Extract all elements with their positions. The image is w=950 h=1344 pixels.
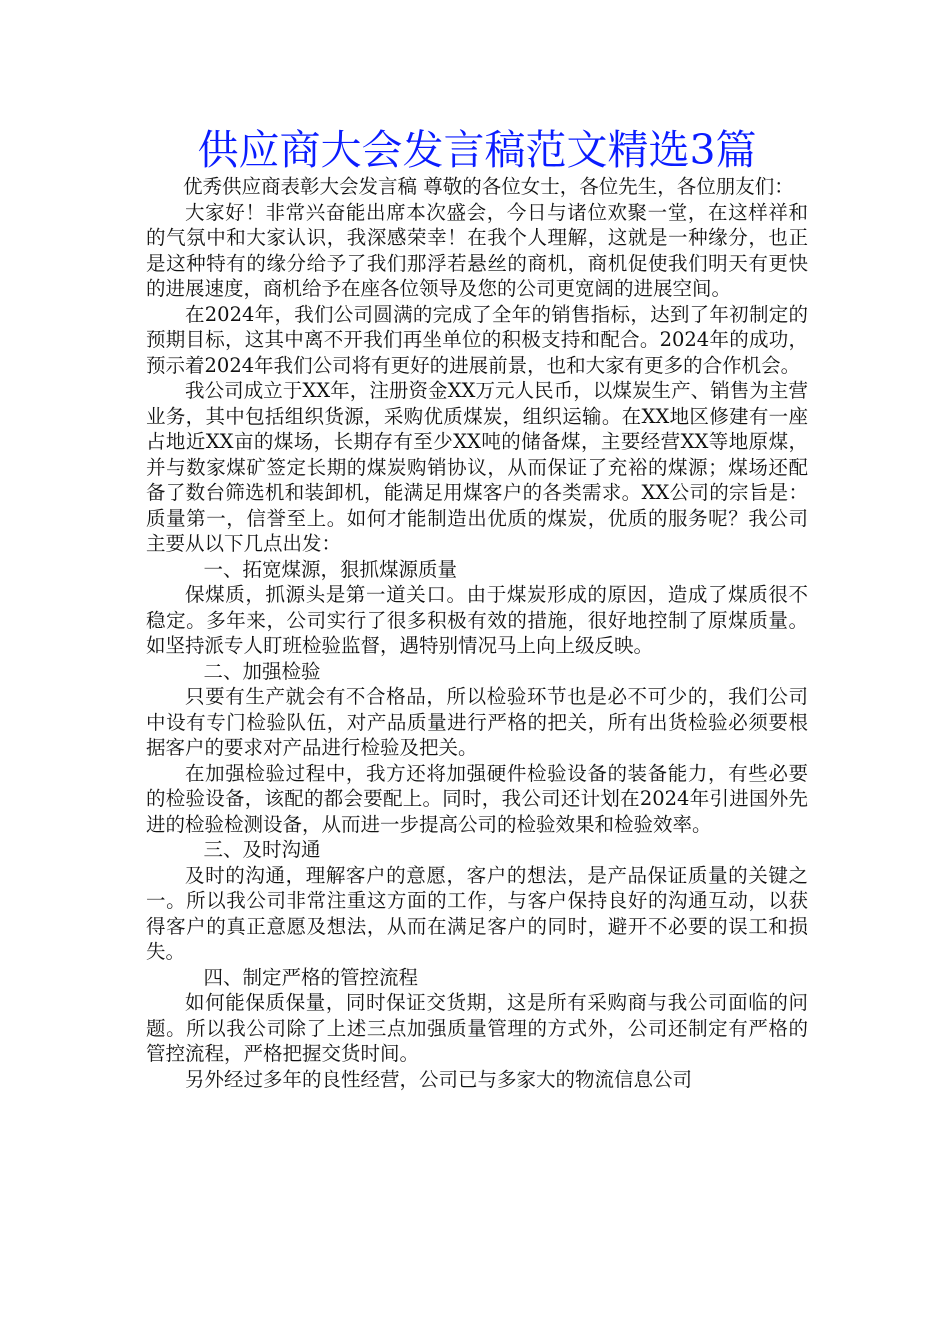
section-paragraph: 及时的沟通，理解客户的意愿，客户的想法，是产品保证质量的关键之一。所以我公司非常注重这方面的工作，与客户保持良好的沟通互动，以获得客户的真正意愿及想法，从而在满足客户的同时，避开不必要的误工和损失。 [146, 863, 808, 963]
section-heading: 二、加强检验 [203, 659, 321, 683]
section-heading: 三、及时沟通 [203, 838, 321, 861]
section-paragraph: 另外经过多年的良性经营，公司已与多家大的物流信息公司 [185, 1067, 693, 1091]
document-page [146, 0, 808, 1092]
section-heading: 一、拓宽煤源，狠抓煤源质量 [203, 557, 458, 581]
intro-paragraph: 优秀供应商表彰大会发言稿 尊敬的各位女士，各位先生，各位朋友们： [183, 175, 794, 198]
body-paragraph: 我公司成立于XX年，注册资金XX万元人民币，以煤炭生产、销售为主营业务，其中包括组织货源，采购优质煤炭，组织运输。在XX地区修建有一座占地近XX亩的煤场，长期存有至少XX吨的储备煤，主要经营XX等地原煤，并与数家煤矿签定长期的煤炭购销协议，从而保证了充裕的煤源；煤场还配备了数台筛选机和装卸机，能满足用煤客户的各类需求。XX公司的宗旨是：质量第一，信誉至上。如何才能制造出优质的煤炭，优质的服务呢？我公司主要从以下几点出发： [146, 379, 808, 555]
section-paragraph: 在加强检验过程中，我方还将加强硬件检验设备的装备能力，有些必要的检验设备，该配的都会要配上。同时，我公司还计划在2024年引进国外先进的检验检测设备，从而进一步提高公司的检验效果和检验效率。 [146, 761, 808, 836]
section-paragraph: 保煤质，抓源头是第一道关口。由于煤炭形成的原因，造成了煤质很不稳定。多年来，公司实行了很多积极有效的措施，很好地控制了原煤质量。如坚持派专人盯班检验监督，遇特别情况马上向上级反映。 [146, 583, 808, 657]
document-title: 供应商大会发言稿范文精选3篇 [197, 126, 757, 174]
section-heading: 四、制定严格的管控流程 [203, 965, 419, 989]
document-body [146, 174, 808, 1092]
body-paragraph: 大家好！非常兴奋能出席本次盛会，今日与诸位欢聚一堂，在这样祥和的气氛中和大家认识，我深感荣幸！在我个人理解，这就是一种缘分，也正是这种特有的缘分给予了我们那浮若悬丝的商机，商机促使我们明天有更快的进展速度，商机给予在座各位领导及您的公司更宽阔的进展空间。 [146, 200, 808, 300]
body-paragraph: 在2024年，我们公司圆满的完成了全年的销售指标，达到了年初制定的预期目标，这其中离不开我们再坐单位的积极支持和配合。2024年的成功，预示着2024年我们公司将有更好的进展前景，也和大家有更多的合作机会。 [146, 302, 808, 377]
section-paragraph: 只要有生产就会有不合格品，所以检验环节也是必不可少的，我们公司中设有专门检验队伍，对产品质量进行严格的把关，所有出货检验必须要根据客户的要求对产品进行检验及把关。 [146, 685, 808, 759]
section-paragraph: 如何能保质保量，同时保证交货期，这是所有采购商与我公司面临的问题。所以我公司除了上述三点加强质量管理的方式外，公司还制定有严格的管控流程，严格把握交货时间。 [146, 991, 808, 1065]
